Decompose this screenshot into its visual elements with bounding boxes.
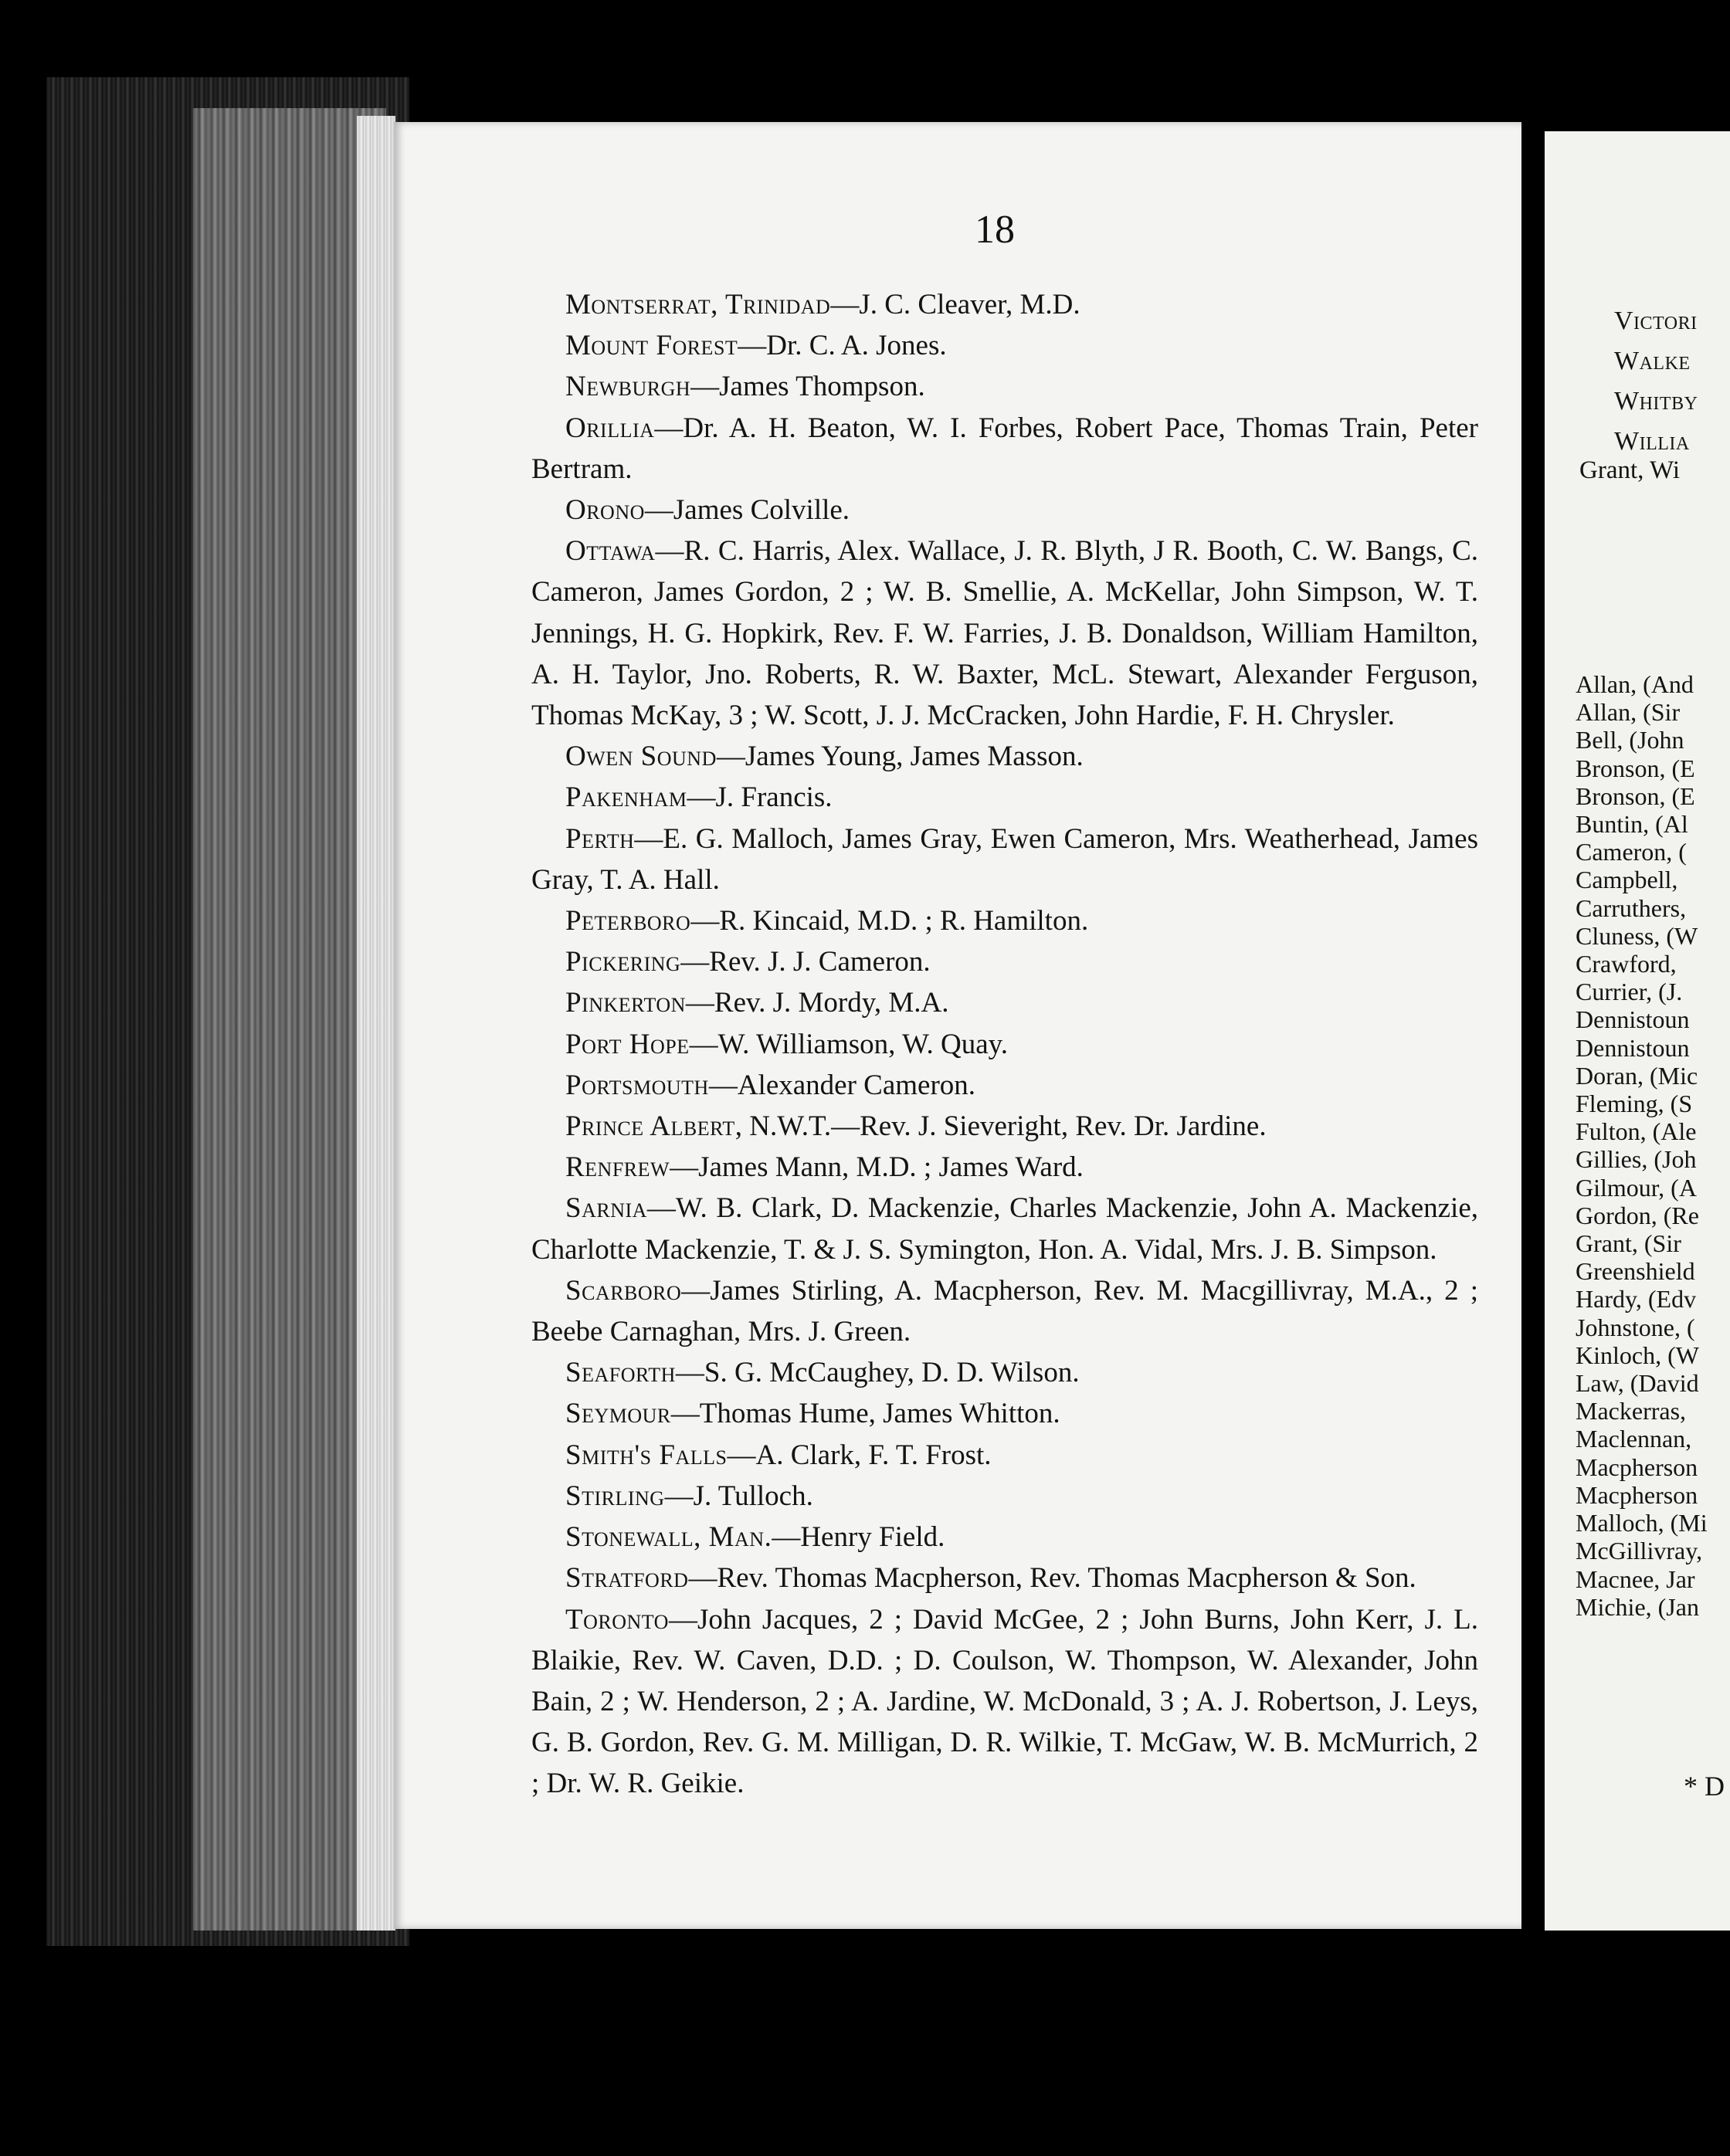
entry [531, 1106, 1478, 1147]
entry-names: —W. Williamson, W. Quay. [689, 1028, 1008, 1060]
entry-names: —Rev. J. Mordy, M.A. [685, 987, 949, 1019]
facing-page-footnote: * D [1684, 1771, 1725, 1802]
entry-names: —Alexander Cameron. [708, 1069, 976, 1101]
facing-page-text: Grant, Wi [1579, 456, 1681, 484]
facing-page-line [1579, 301, 1730, 341]
entry [531, 736, 1478, 777]
facing-page-list-item: Kinloch, (W [1576, 1341, 1699, 1369]
entry [531, 1435, 1478, 1476]
entry-place: Seymour [565, 1398, 671, 1430]
facing-page-list-item: Grant, (Sir [1576, 1229, 1681, 1258]
facing-page-list-item: Campbell, [1576, 866, 1678, 894]
entry [531, 366, 1478, 407]
subscriber-list [531, 284, 1478, 1805]
facing-page-list-item: Maclennan, [1576, 1425, 1692, 1453]
entry-names: —James Mann, M.D. ; James Ward. [670, 1151, 1084, 1184]
entry [531, 1188, 1478, 1270]
entry [531, 325, 1478, 366]
facing-page-list-item: Gordon, (Re [1576, 1201, 1699, 1229]
facing-page-list-item: Macpherson [1576, 1453, 1698, 1481]
entry [531, 1065, 1478, 1106]
entry-place: Stirling [565, 1480, 665, 1512]
entry-place: Mount Forest [565, 330, 738, 362]
entry [531, 1476, 1478, 1517]
facing-page-line [1579, 451, 1730, 490]
entry-names: —Henry Field. [772, 1521, 945, 1554]
entry-place: Pickering [565, 946, 681, 978]
entry-place: Stratford [565, 1562, 689, 1595]
entry-names: —John Jacques, 2 ; David McGee, 2 ; John Burns, John Kerr, J. L. Blaikie, Rev. W. Caven, D.D. ; D. Coulson, W. Thompson, W. Alexander, John Bain, 2 ; W. Henderson, 2 ; A. Jardine, W. McDonald, 3 ; A. J. Robertson, J. Leys, G. B. Gordon, Rev. G. M. Milligan, D. R. Wilkie, T. McGaw, W. B. McMurrich, 2 ; Dr. W. R. Geikie. [531, 1603, 1478, 1800]
facing-page-list-item: Cameron, ( [1576, 838, 1687, 866]
facing-page-top-entries [1579, 301, 1730, 490]
entry-place: Stonewall, Man. [565, 1521, 772, 1554]
entry [531, 1558, 1478, 1598]
page-stack [357, 116, 395, 1931]
entry-names: , N.W.T.—Rev. J. Sieveright, Rev. Dr. Jardine. [734, 1110, 1267, 1143]
entry-place: Renfrew [565, 1151, 670, 1184]
facing-page-list-item: Allan, (And [1576, 670, 1694, 698]
entry [531, 1147, 1478, 1188]
entry [531, 1517, 1478, 1558]
entry [531, 1393, 1478, 1434]
facing-page-list-item: Currier, (J. [1576, 978, 1683, 1006]
entry-place: Owen Sound [565, 741, 717, 773]
facing-page-place: Willia [1614, 427, 1690, 456]
entry-place: Prince Albert [565, 1110, 735, 1143]
facing-page-list-item: Fleming, (S [1576, 1090, 1693, 1118]
entry-place: Portsmouth [565, 1069, 709, 1101]
entry-names: —A. Clark, F. T. Frost. [727, 1439, 992, 1471]
facing-page-list-item: Gillies, (Joh [1576, 1145, 1697, 1174]
entry [531, 1024, 1478, 1065]
entry-names: —J. C. Cleaver, M.D. [830, 289, 1080, 320]
entry [531, 531, 1478, 736]
entry-names: —James Thompson. [690, 371, 925, 403]
facing-page-list-item: Bronson, (E [1576, 754, 1695, 782]
facing-page-list-item: Fulton, (Ale [1576, 1117, 1697, 1146]
facing-page-list-item: Gilmour, (A [1576, 1173, 1697, 1202]
facing-page-list-item: Law, (David [1576, 1369, 1699, 1398]
page-number: 18 [975, 208, 1015, 252]
entry-place: Pakenham [565, 781, 687, 814]
facing-page-list-item: Bronson, (E [1576, 781, 1695, 810]
entry-names: —Dr. A. H. Beaton, W. I. Forbes, Robert Pace, Thomas Train, Peter Bertram. [531, 412, 1478, 485]
facing-page-line [1579, 341, 1730, 381]
entry [531, 1599, 1478, 1805]
facing-page-list-item: Johnstone, ( [1576, 1313, 1695, 1341]
entry-place: Port Hope [565, 1028, 690, 1060]
entry-place: Perth [565, 822, 635, 855]
entry-place: Orono [565, 494, 645, 527]
facing-page-list-item: Dennistoun [1576, 1033, 1690, 1062]
facing-page-list-item: Doran, (Mic [1576, 1061, 1698, 1090]
facing-page-list-item: Michie, (Jan [1576, 1592, 1699, 1621]
entry-names: —W. B. Clark, D. Mackenzie, Charles Mackenzie, John A. Mackenzie, Charlotte Mackenzie, T. & J. S. Symington, Hon. A. Vidal, Mrs. J. B. Simpson. [531, 1192, 1478, 1266]
entry-names: —Dr. C. A. Jones. [738, 330, 947, 362]
facing-page-list-item: Hardy, (Edv [1576, 1285, 1697, 1314]
entry [531, 900, 1478, 941]
facing-page-list-item: Macnee, Jar [1576, 1564, 1695, 1593]
facing-page-list-item: McGillivray, [1576, 1537, 1703, 1565]
facing-page-list-item: Allan, (Sir [1576, 698, 1681, 727]
entry-names: —Thomas Hume, James Whitton. [670, 1398, 1060, 1430]
entry [531, 284, 1478, 325]
facing-page-list-item: Cluness, (W [1576, 921, 1698, 950]
facing-page-name-list [1576, 670, 1730, 1621]
entry-names: —Rev. Thomas Macpherson, Rev. Thomas Macpherson & Son. [688, 1562, 1416, 1595]
facing-page-place: Walke [1614, 347, 1691, 375]
facing-page-list-item: Mackerras, [1576, 1397, 1687, 1425]
entry [531, 777, 1478, 818]
entry-names: —J. Tulloch. [664, 1480, 813, 1512]
entry [531, 490, 1478, 531]
entry-names: —Rev. J. J. Cameron. [680, 946, 931, 978]
facing-page-list-item: Macpherson [1576, 1480, 1698, 1509]
facing-page-line [1579, 381, 1730, 422]
entry-place: Pinkerton [565, 987, 686, 1019]
entry-names: —J. Francis. [687, 781, 833, 814]
entry-place: Newburgh [565, 371, 691, 403]
facing-page-place: Whitby [1614, 387, 1698, 415]
entry-names: —James Young, James Masson. [716, 741, 1084, 773]
entry-names: —S. G. McCaughey, D. D. Wilson. [675, 1357, 1080, 1389]
entry [531, 819, 1478, 900]
facing-page-list-item: Bell, (John [1576, 726, 1684, 754]
entry-place: Montserrat, Trinidad [565, 289, 831, 320]
entry-names: —E. G. Malloch, James Gray, Ewen Cameron, Mrs. Weatherhead, James Gray, T. A. Hall. [531, 822, 1478, 896]
entry [531, 1270, 1478, 1352]
facing-page-list-item: Carruthers, [1576, 893, 1687, 922]
entry [531, 1352, 1478, 1393]
entry-place: Ottawa [565, 535, 656, 568]
entry [531, 941, 1478, 982]
entry-place: Smith's Falls [565, 1439, 728, 1471]
facing-page-place: Victori [1614, 307, 1698, 335]
entry-place: Seaforth [565, 1357, 676, 1389]
entry-place: Scarboro [565, 1274, 682, 1307]
facing-page-list-item: Dennistoun [1576, 1005, 1690, 1034]
entry-place: Orillia [565, 412, 655, 444]
facing-page-list-item: Malloch, (Mi [1576, 1509, 1708, 1537]
entry-names: —James Colville. [644, 494, 850, 527]
facing-page-list-item: Greenshield [1576, 1257, 1695, 1286]
entry [531, 982, 1478, 1023]
entry-names: —R. Kincaid, M.D. ; R. Hamilton. [690, 905, 1089, 937]
entry-place: Toronto [565, 1603, 669, 1636]
entry [531, 408, 1478, 490]
facing-page-list-item: Buntin, (Al [1576, 810, 1688, 839]
entry-names: —James Stirling, A. Macpherson, Rev. M. Macgillivray, M.A., 2 ; Beebe Carnaghan, Mrs. J. Green. [531, 1274, 1478, 1348]
facing-page-list-item: Crawford, [1576, 950, 1677, 978]
entry-place: Peterboro [565, 905, 691, 937]
entry-place: Sarnia [565, 1192, 647, 1225]
entry-names: —R. C. Harris, Alex. Wallace, J. R. Blyth, J R. Booth, C. W. Bangs, C. Cameron, James Gordon, 2 ; W. B. Smellie, A. McKellar, John Simpson, W. T. Jennings, H. G. Hopkirk, Rev. F. W. Farries, J. B. Donaldson, William Hamilton, A. H. Taylor, Jno. Roberts, R. W. Baxter, McL. Stewart, Alexander Ferguson, Thomas McKay, 3 ; W. Scott, J. J. McCracken, John Hardie, F. H. Chrysler. [531, 535, 1478, 732]
